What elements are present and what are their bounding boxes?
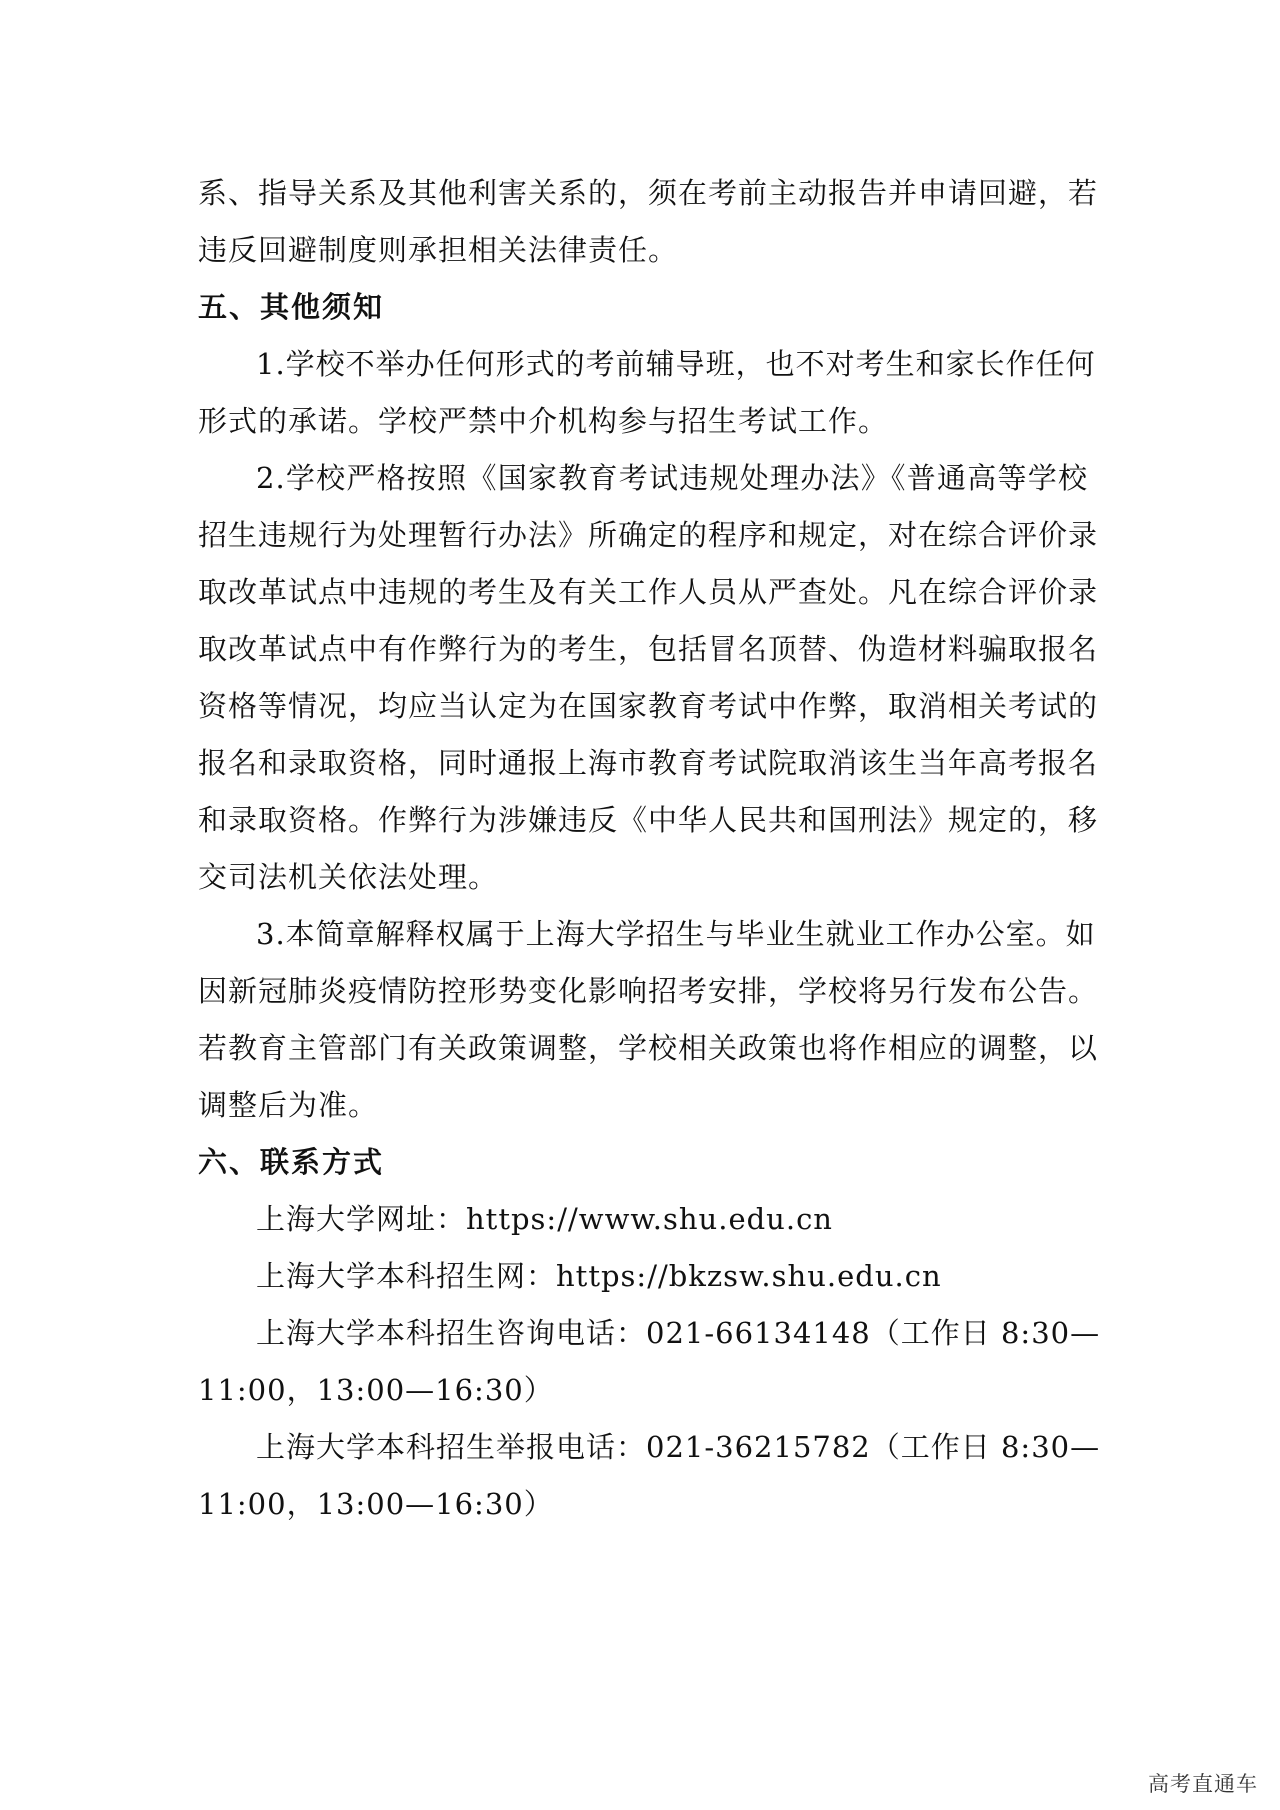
document-body <box>198 165 1101 1533</box>
section-heading-contact: 六、联系方式 <box>198 1145 385 1179</box>
paragraph-line: 因新冠肺炎疫情防控形势变化影响招考安排，学校将另行发布公告。 <box>198 974 1099 1008</box>
paragraph-line: 和录取资格。作弊行为涉嫌违反《中华人民共和国刑法》规定的，移 <box>198 803 1099 837</box>
contact-admissions-site: 上海大学本科招生网：https://bkzsw.shu.edu.cn <box>256 1259 942 1293</box>
contact-inquiry-phone: 上海大学本科招生咨询电话：021-66134148（工作日 8:30— <box>256 1316 1101 1350</box>
paragraph-line: 1.学校不举办任何形式的考前辅导班，也不对考生和家长作任何 <box>256 347 1096 381</box>
paragraph-line: 报名和录取资格，同时通报上海市教育考试院取消该生当年高考报名 <box>198 746 1099 780</box>
paragraph-line: 形式的承诺。学校严禁中介机构参与招生考试工作。 <box>198 404 889 438</box>
contact-inquiry-hours: 11:00，13:00—16:30） <box>198 1373 554 1407</box>
paragraph-line: 2.学校严格按照《国家教育考试违规处理办法》《普通高等学校 <box>256 461 1088 495</box>
paragraph-line: 3.本简章解释权属于上海大学招生与毕业生就业工作办公室。如 <box>256 917 1096 951</box>
paragraph-line: 系、指导关系及其他利害关系的，须在考前主动报告并申请回避，若 <box>198 176 1099 210</box>
paragraph-line: 违反回避制度则承担相关法律责任。 <box>198 233 679 267</box>
paragraph-line: 取改革试点中有作弊行为的考生，包括冒名顶替、伪造材料骗取报名 <box>198 632 1099 666</box>
section-heading-other-notes: 五、其他须知 <box>198 290 385 324</box>
paragraph-line: 交司法机关依法处理。 <box>198 860 499 894</box>
paragraph-line: 若教育主管部门有关政策调整，学校相关政策也将作相应的调整，以 <box>198 1031 1099 1065</box>
paragraph-line: 资格等情况，均应当认定为在国家教育考试中作弊，取消相关考试的 <box>198 689 1099 723</box>
watermark-text: 高考直通车 <box>1148 1772 1258 1796</box>
contact-website: 上海大学网址：https://www.shu.edu.cn <box>256 1202 833 1236</box>
contact-report-phone: 上海大学本科招生举报电话：021-36215782（工作日 8:30— <box>256 1430 1101 1464</box>
contact-report-hours: 11:00，13:00—16:30） <box>198 1487 554 1521</box>
paragraph-line: 取改革试点中违规的考生及有关工作人员从严查处。凡在综合评价录 <box>198 575 1099 609</box>
paragraph-line: 招生违规行为处理暂行办法》所确定的程序和规定，对在综合评价录 <box>198 518 1099 552</box>
paragraph-line: 调整后为准。 <box>198 1088 379 1122</box>
